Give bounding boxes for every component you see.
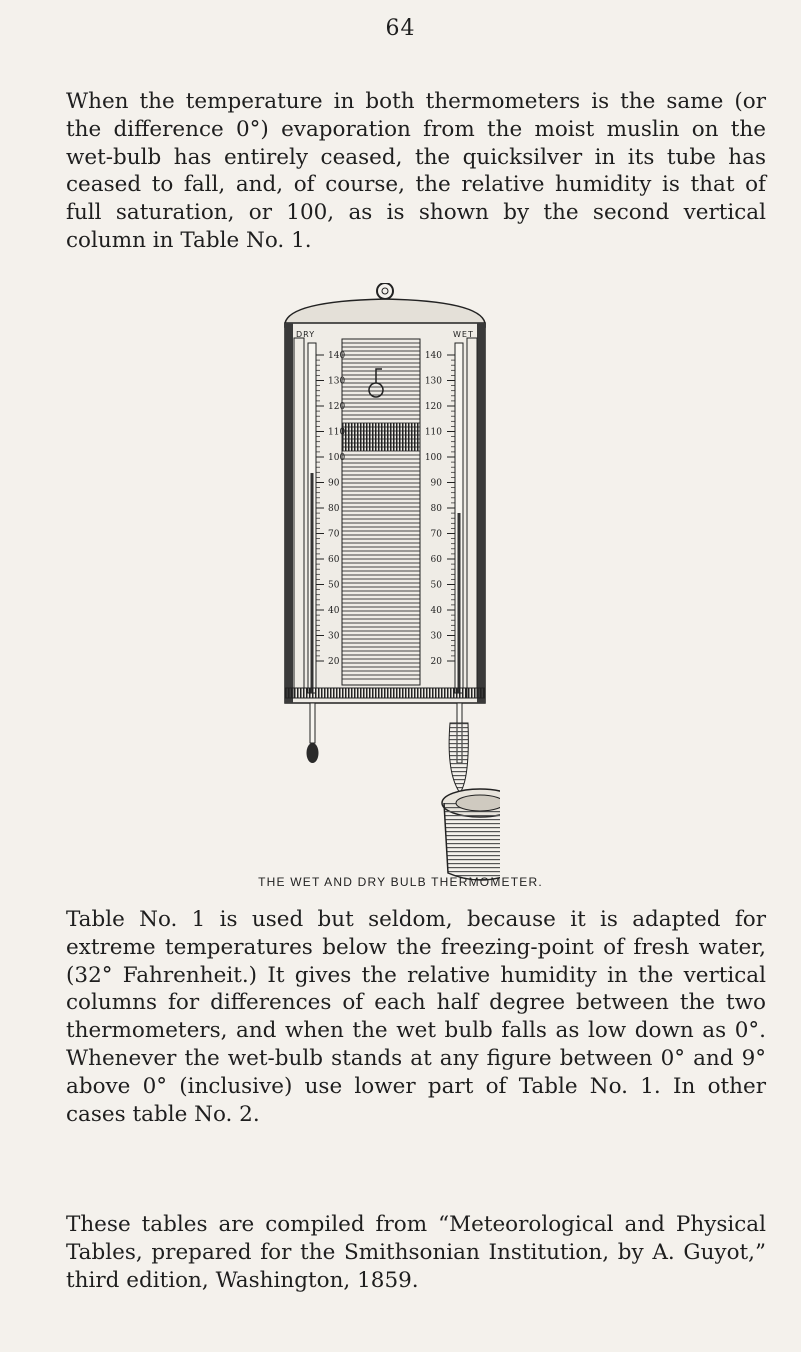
scale-label-left: 70 <box>328 529 340 540</box>
scale-label-left: 100 <box>328 453 346 463</box>
scale-label-right: 140 <box>424 351 442 361</box>
scale-label-right: 30 <box>430 631 442 642</box>
scale-label-right: 100 <box>424 453 442 463</box>
scale-label-left: 90 <box>328 478 340 489</box>
figure-caption: THE WET AND DRY BULB THERMOMETER. <box>258 875 543 889</box>
muslin-wick <box>449 723 468 793</box>
page-number: 64 <box>385 16 416 41</box>
scale-label-right: 90 <box>430 478 442 489</box>
scale-label-right: 60 <box>430 555 442 565</box>
hanging-ring <box>377 283 393 299</box>
scale-label-left: 140 <box>328 351 346 361</box>
scale-label-left: 20 <box>328 657 340 667</box>
scale-label-left: 60 <box>328 555 340 565</box>
scale-label-right: 110 <box>424 427 442 438</box>
scale-label-left: 120 <box>328 402 346 412</box>
paragraph-2: Table No. 1 is used but seldom, because it is adapted for extreme temperatures below the freezing-point of fresh water, (32° Fahrenheit.) It gives the relative humidity in the vertical columns for differences of each half degree between the two thermometers, and when the wet bulb falls as low down as 0°. Whenever the wet-bulb stands at any figure between 0° and 9° above 0° (inclusive) use lower part of Table No. 1. In other cases table No. 2. <box>66 907 766 1127</box>
paragraph-1: When the temperature in both thermometers is the same (or the difference 0°) evaporation from the moist muslin on the wet-bulb has entirely ceased, the quicksilver in its tube has ceased to fall, and, of course, the relative humidity is that of full saturation, or 100, as is shown by the second vertical column in Table No. 1. <box>66 89 766 253</box>
scale-label-right: 120 <box>424 402 442 412</box>
scale-label-right: 20 <box>430 657 442 667</box>
wet-label: WET <box>453 330 474 339</box>
scale-label-right: 130 <box>424 376 442 387</box>
thermometer-illustration <box>270 283 500 893</box>
scale-label-right: 40 <box>430 606 442 616</box>
thermometer-drawing <box>270 283 500 893</box>
scale-label-right: 80 <box>430 504 442 514</box>
scale-label-left: 30 <box>328 631 340 642</box>
dry-label: DRY <box>296 330 316 339</box>
scale-label-left: 110 <box>328 427 346 438</box>
scale-label-right: 70 <box>430 529 442 540</box>
scale-label-right: 50 <box>430 580 442 591</box>
paragraph-3: These tables are compiled from “Meteorological and Physical Tables, prepared for the Smithsonian Institution, by A. Guyot,” third edition, Washington, 1859. <box>66 1212 766 1293</box>
scale-label-left: 130 <box>328 376 346 387</box>
scale-label-left: 40 <box>328 606 340 616</box>
dry-bulb <box>307 743 319 763</box>
water-reservoir <box>442 789 500 880</box>
scale-label-left: 50 <box>328 580 340 591</box>
scale-label-left: 80 <box>328 504 340 514</box>
